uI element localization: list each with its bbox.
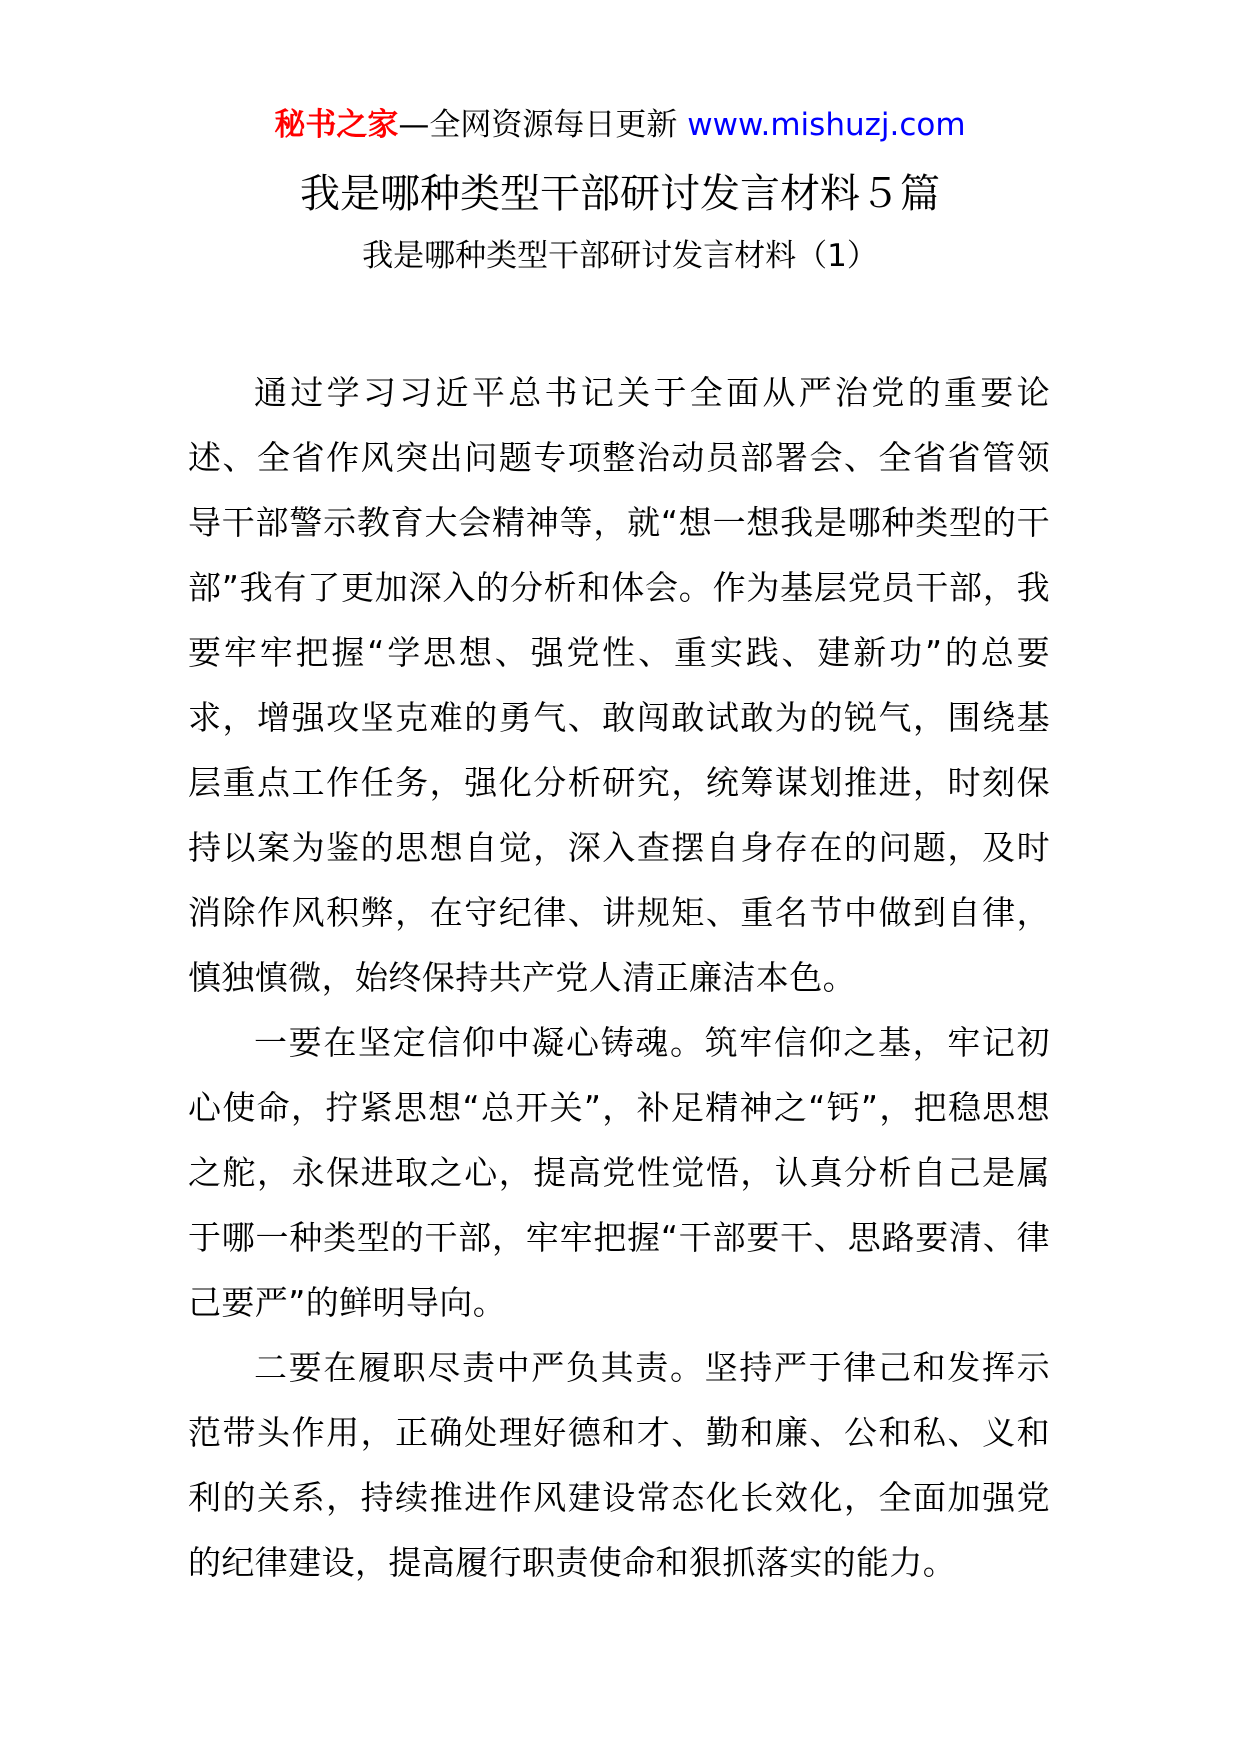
paragraph: 二要在履职尽责中严负其责。坚持严于律己和发挥示范带头作用，正确处理好德和才、勤和廉、公和私、义和利的关系，持续推进作风建设常态化长效化，全面加强党的纪律建设，提高履行职责使命和狠抓落实的能力。 [188,1348,1050,1582]
document-subtitle: 我是哪种类型干部研讨发言材料（1） [362,238,878,274]
document-body [188,360,1050,1595]
site-url[interactable]: www.mishuzj.com [687,107,966,143]
document-title: 我是哪种类型干部研讨发言材料５篇 [300,171,940,217]
paragraph: 一要在坚定信仰中凝心铸魂。筑牢信仰之基，牢记初心使命，拧紧思想“总开关”，补足精神之“钙”，把稳思想之舵，永保进取之心，提高党性觉悟，认真分析自己是属于哪一种类型的干部，牢牢把握“干部要干、思路要清、律己要严”的鲜明导向。 [188,1023,1050,1322]
site-tagline: —全网资源每日更新 [398,107,688,143]
site-brand: 秘书之家 [274,107,399,143]
site-banner [0,103,1240,147]
paragraph: 通过学习习近平总书记关于全面从严治党的重要论述、全省作风突出问题专项整治动员部署会、全省省管领导干部警示教育大会精神等，就“想一想我是哪种类型的干部”我有了更加深入的分析和体会。作为基层党员干部，我要牢牢把握“学思想、强党性、重实践、建新功”的总要求，增强攻坚克难的勇气、敢闯敢试敢为的锐气，围绕基层重点工作任务，强化分析研究，统筹谋划推进，时刻保持以案为鉴的思想自觉，深入查摆自身存在的问题，及时消除作风积弊，在守纪律、讲规矩、重名节中做到自律，慎独慎微，始终保持共产党人清正廉洁本色。 [188,373,1050,997]
